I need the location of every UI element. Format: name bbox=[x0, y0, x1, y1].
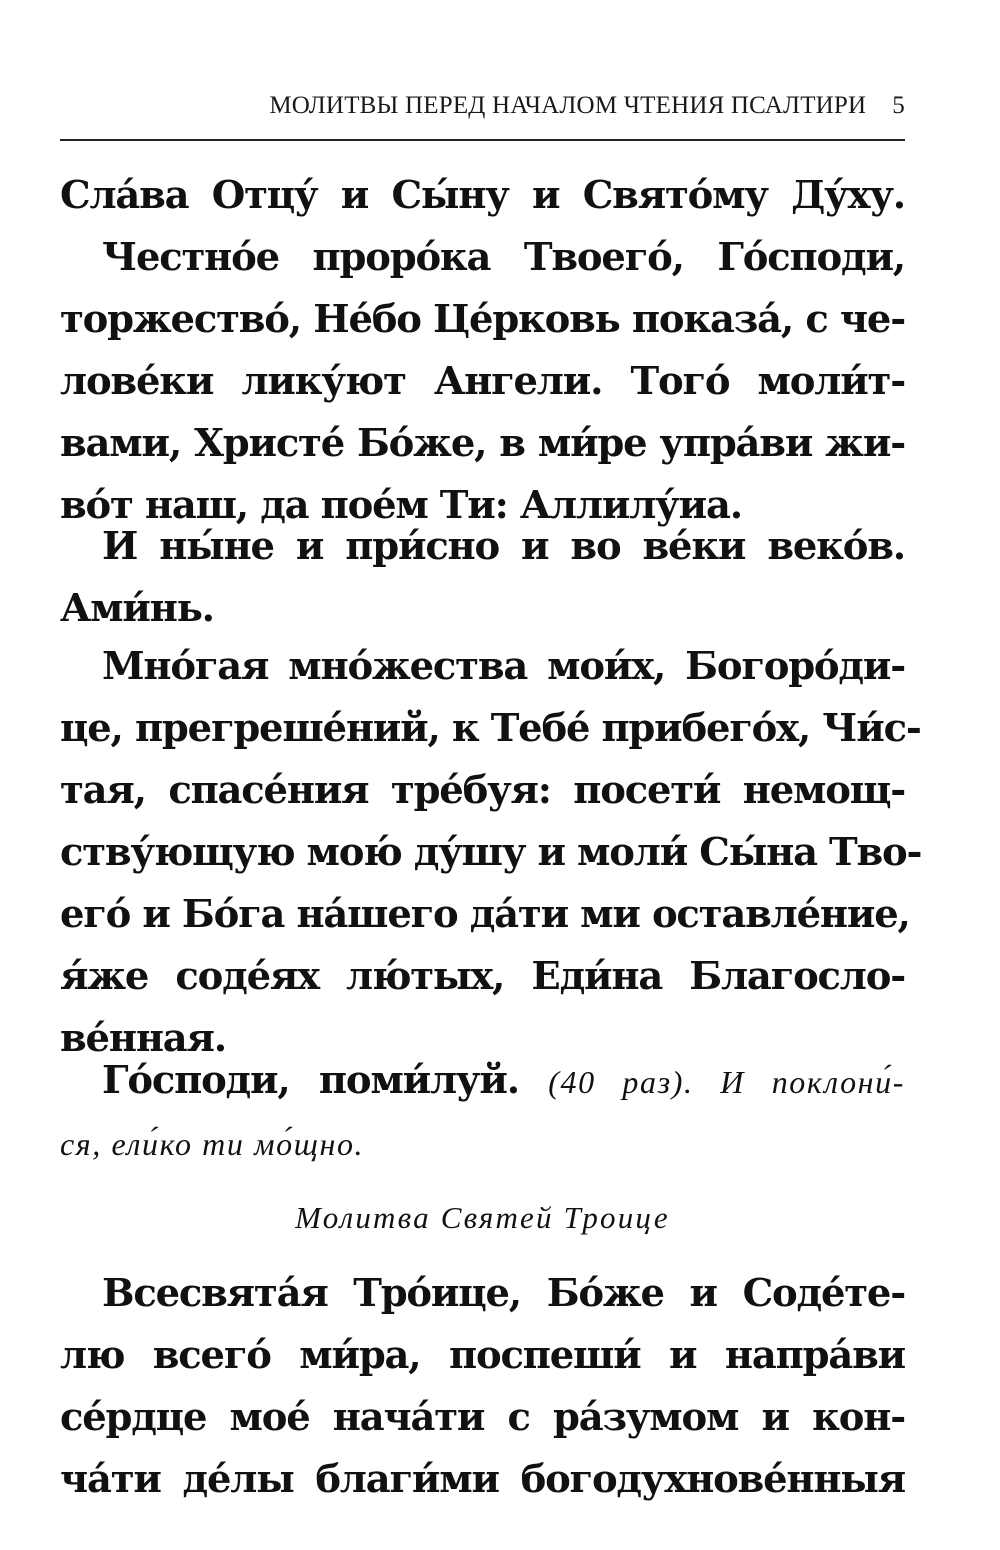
text-line: Всесвята́я Тро́ице, Бо́же и Соде́те- bbox=[102, 1271, 905, 1316]
text-line: лове́ки лику́ют Ангели. Того́ моли́т- bbox=[60, 359, 905, 404]
text-line: Ами́нь. bbox=[60, 586, 214, 631]
lord-have-mercy-paragraph bbox=[60, 1050, 905, 1174]
text-line: Сла́ва Отцу́ и Сы́ну и Свято́му Ду́ху. bbox=[60, 173, 905, 218]
text-line: Честно́е проро́ка Твоего́, Го́споди, bbox=[102, 235, 905, 280]
book-page bbox=[60, 0, 922, 1550]
rubric-note: (40 раз). И поклони́- bbox=[548, 1064, 905, 1100]
text-line: во́т наш, да пое́м Ти: Аллилу́иа. bbox=[60, 483, 742, 528]
text-line bbox=[60, 1112, 905, 1174]
troparion-paragraph bbox=[60, 227, 905, 537]
section-title: Молитва Святей Троице bbox=[295, 1200, 670, 1235]
text-line: торжество́, Не́бо Це́рковь показа́, с че- bbox=[60, 297, 905, 342]
text-line: И ны́не и при́сно и во ве́ки веко́в. bbox=[102, 524, 905, 569]
text-line: се́рдце мое́ нача́ти с ра́зумом и кон- bbox=[60, 1395, 905, 1440]
text-line: вами, Христе́ Бо́же, в ми́ре упра́ви жи- bbox=[60, 421, 905, 466]
text-line: ча́ти де́лы благи́ми богодухнове́нныя bbox=[60, 1457, 905, 1502]
theotokion-paragraph bbox=[60, 636, 922, 1070]
page-number: 5 bbox=[892, 92, 905, 119]
text-line: его́ и Бо́га на́шего да́ти ми оставле́ние, bbox=[60, 892, 910, 937]
text-line: це, прегреше́ний, к Тебе́ прибего́х, Чи́с- bbox=[60, 706, 921, 751]
text-line: я́же соде́ях лю́тых, Еди́на Благосло- bbox=[60, 954, 905, 999]
text-line: ству́ющую мою́ ду́шу и моли́ Сы́на Тво- bbox=[60, 830, 922, 875]
text-line: ве́нная. bbox=[60, 1016, 226, 1061]
glory-verse bbox=[60, 165, 905, 227]
running-title: МОЛИТВЫ ПЕРЕД НАЧАЛОМ ЧТЕНИЯ ПСАЛТИРИ bbox=[269, 92, 867, 119]
header-rule bbox=[60, 139, 905, 141]
rubric-note: ся, ели́ко ти мо́щно. bbox=[60, 1126, 365, 1162]
text-line bbox=[60, 1050, 905, 1112]
running-head bbox=[60, 92, 905, 132]
lord-have-mercy-bold: Го́споди, поми́луй. bbox=[102, 1058, 519, 1103]
text-line: Мно́гая мно́жества мои́х, Богоро́ди- bbox=[102, 644, 905, 689]
now-and-ever-paragraph bbox=[60, 516, 905, 640]
text-line: тая, спасе́ния тре́буя: посети́ немощ- bbox=[60, 768, 905, 813]
text-line: лю всего́ ми́ра, поспеши́ и напра́ви bbox=[60, 1333, 905, 1378]
trinity-prayer-paragraph bbox=[60, 1263, 905, 1511]
